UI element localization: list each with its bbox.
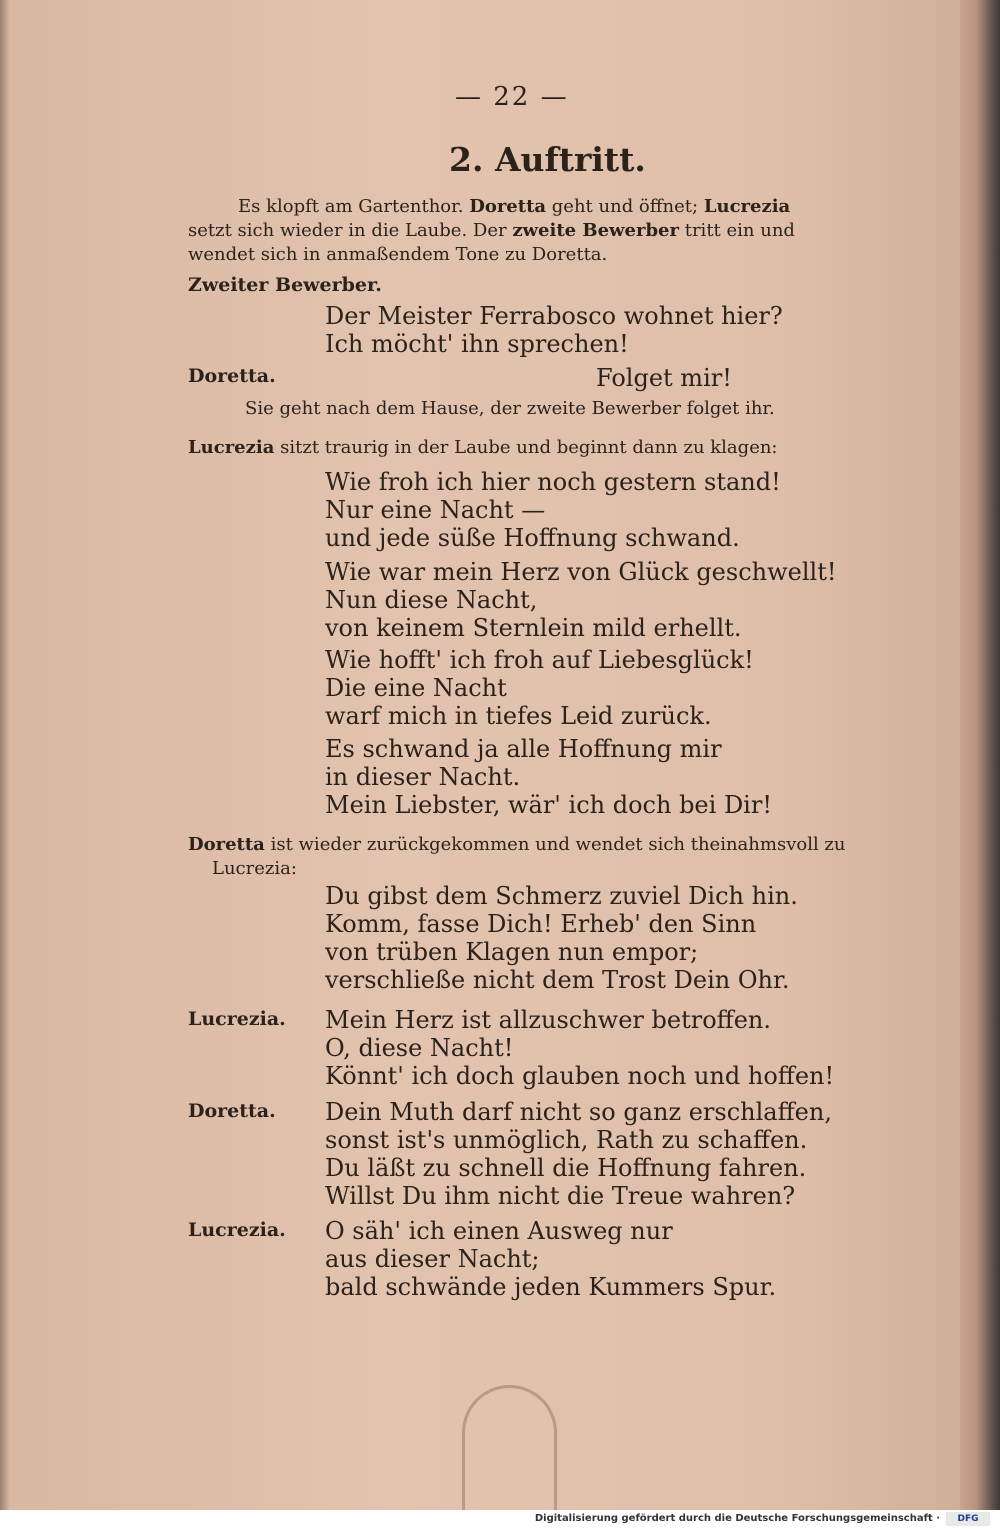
verse-line: Ich möcht' ihn sprechen! bbox=[325, 330, 629, 358]
verse-line: Du gibst dem Schmerz zuviel Dich hin. bbox=[325, 882, 798, 910]
speaker-lucrezia: Lucrezia. bbox=[188, 1219, 286, 1241]
page-edge bbox=[960, 0, 1000, 1510]
verse-line: bald schwände jeden Kummers Spur. bbox=[325, 1273, 777, 1301]
stage-direction-2: Sie geht nach dem Hause, der zweite Bewerber folget ihr. bbox=[245, 398, 775, 419]
verse-line: O säh' ich einen Ausweg nur bbox=[325, 1217, 673, 1245]
verse-line: Dein Muth darf nicht so ganz erschlaffen, bbox=[325, 1098, 832, 1126]
verse-line: Komm, fasse Dich! Erheb' den Sinn bbox=[325, 910, 757, 938]
footer-credit: Digitalisierung gefördert durch die Deutsche Forschungsgemeinschaft · bbox=[534, 1513, 940, 1524]
scene-title: 2. Auftritt. bbox=[449, 140, 646, 179]
speaker-lucrezia: Lucrezia. bbox=[188, 1008, 286, 1030]
stage-direction-4-line-2: Lucrezia: bbox=[212, 858, 297, 879]
verse-line: und jede süße Hoffnung schwand. bbox=[325, 524, 740, 552]
verse-line: Es schwand ja alle Hoffnung mir bbox=[325, 735, 722, 763]
stage-direction-3: Lucrezia sitzt traurig in der Laube und beginnt dann zu klagen: bbox=[188, 437, 778, 458]
speaker-doretta: Doretta. bbox=[188, 365, 276, 387]
verse-line: Der Meister Ferrabosco wohnet hier? bbox=[325, 302, 783, 330]
verse-line: von trüben Klagen nun empor; bbox=[325, 938, 699, 966]
verse-line: Folget mir! bbox=[596, 364, 732, 392]
verse-line: Du läßt zu schnell die Hoffnung fahren. bbox=[325, 1154, 807, 1182]
page-gutter bbox=[0, 0, 10, 1510]
verse-line: Mein Liebster, wär' ich doch bei Dir! bbox=[325, 791, 772, 819]
verse-line: aus dieser Nacht; bbox=[325, 1245, 540, 1273]
dfg-logo-icon: DFG bbox=[946, 1512, 990, 1526]
verse-line: Die eine Nacht bbox=[325, 674, 507, 702]
verse-line: Wie froh ich hier noch gestern stand! bbox=[325, 468, 781, 496]
speaker-doretta: Doretta. bbox=[188, 1100, 276, 1122]
verse-line: warf mich in tiefes Leid zurück. bbox=[325, 702, 712, 730]
verse-line: Wie war mein Herz von Glück geschwellt! bbox=[325, 558, 837, 586]
verse-line: verschließe nicht dem Trost Dein Ohr. bbox=[325, 966, 790, 994]
speaker-doretta: Doretta bbox=[188, 834, 265, 855]
speaker-lucrezia: Lucrezia bbox=[188, 437, 275, 458]
stage-direction-4-line-1: Doretta ist wieder zurückgekommen und wendet sich theinahmsvoll zu bbox=[188, 834, 846, 855]
scanner-stand bbox=[462, 1385, 557, 1510]
verse-line: Könnt' ich doch glauben noch und hoffen! bbox=[325, 1062, 835, 1090]
page-number: — 22 — bbox=[455, 82, 569, 112]
speaker-zweiter-bewerber: Zweiter Bewerber. bbox=[188, 274, 382, 296]
verse-line: Nur eine Nacht — bbox=[325, 496, 546, 524]
stage-direction-1-line-3: wendet sich in anmaßendem Tone zu Doretta. bbox=[188, 244, 608, 265]
verse-line: Mein Herz ist allzuschwer betroffen. bbox=[325, 1006, 771, 1034]
stage-direction-1-line-1: Es klopft am Gartenthor. Doretta geht und öffnet; Lucrezia bbox=[238, 196, 791, 217]
verse-line: sonst ist's unmöglich, Rath zu schaffen. bbox=[325, 1126, 808, 1154]
verse-line: in dieser Nacht. bbox=[325, 763, 521, 791]
verse-line: von keinem Sternlein mild erhellt. bbox=[325, 614, 742, 642]
verse-line: O, diese Nacht! bbox=[325, 1034, 514, 1062]
stage-direction-1-line-2: setzt sich wieder in die Laube. Der zweite Bewerber tritt ein und bbox=[188, 220, 795, 241]
verse-line: Wie hofft' ich froh auf Liebesglück! bbox=[325, 646, 754, 674]
verse-line: Willst Du ihm nicht die Treue wahren? bbox=[325, 1182, 796, 1210]
verse-line: Nun diese Nacht, bbox=[325, 586, 538, 614]
